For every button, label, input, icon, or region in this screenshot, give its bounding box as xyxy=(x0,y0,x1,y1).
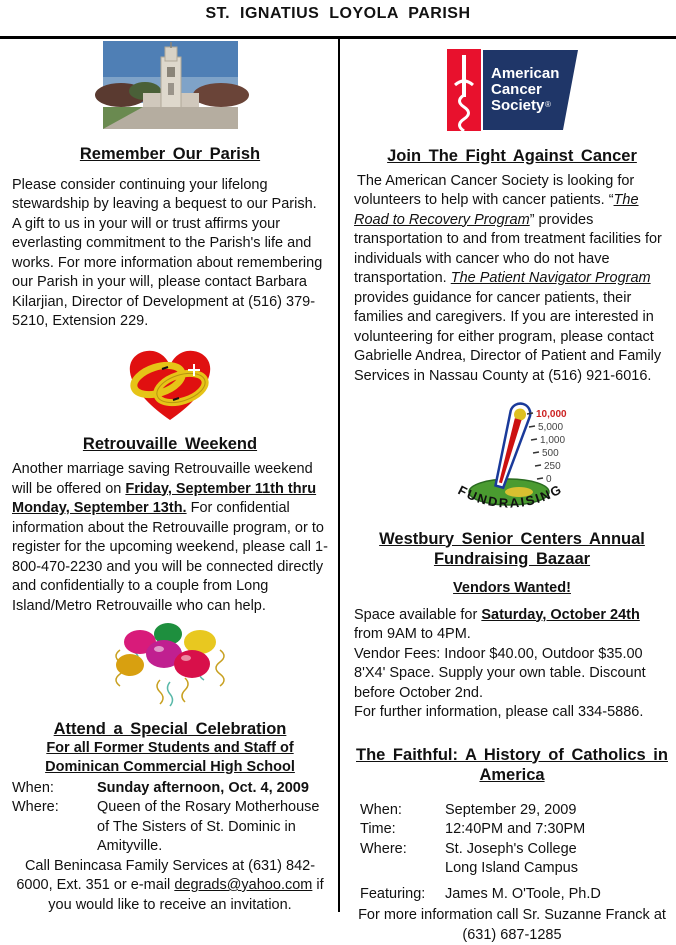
faithful-when-value: September 29, 2009 xyxy=(445,801,577,818)
balloons-icon xyxy=(100,620,240,708)
contact-text-2: if you would like to receive an invitation. xyxy=(48,877,324,913)
when-value: Sunday afternoon, Oct. 4, 2009 xyxy=(97,779,309,796)
celebration-subheading: For all Former Students and Staff of Dominican Commercial High School xyxy=(45,739,295,775)
remember-parish-heading: Remember Our Parish xyxy=(79,144,261,163)
thermometer-label-5000: 5,000 xyxy=(538,422,564,433)
thermometer-label-0: 0 xyxy=(546,474,552,485)
celebration-details xyxy=(12,779,328,857)
fundraising-arc-text: FUNDRAISING xyxy=(455,480,566,511)
celebration-heading: Attend a Special Celebration xyxy=(53,719,287,738)
remember-parish-paragraph: Please consider continuing your lifelong stewardship by leaving a bequest to our Parish. A gift to us in your will or trust affirms your everlasting commitment to the Parish's life and works. For more information about remembering our Parish in your will, please contact Barbara Kilarjian, Director of Development at (516) 379-5210, Extension 229. xyxy=(12,176,323,329)
acs-logo-line1: American xyxy=(490,65,559,82)
faithful-time-row xyxy=(360,820,670,840)
faithful-featuring-value: James M. O'Toole, Ph.D xyxy=(445,885,601,902)
faithful-footer: For more information call Sr. Suzanne Franck at (631) 687-1285 xyxy=(358,907,666,943)
faithful-where-row-2 xyxy=(360,859,670,879)
faithful-where-label-2 xyxy=(360,859,445,879)
bazaar-paragraph-2: Vendor Fees: Indoor $40.00, Outdoor $35.00 8'X4' Space. Supply your own table. Discount before October 2nd. xyxy=(354,645,646,701)
celebration-contact xyxy=(12,857,328,916)
contact-text-1: Call Benincasa Family Services at (631) 842-6000, Ext. 351 or e-mail xyxy=(16,857,316,893)
faithful-heading: The Faithful: A History of Catholics in America xyxy=(356,745,668,784)
bazaar-date: Saturday, October 24th xyxy=(481,606,640,623)
retrouvaille-heading: Retrouvaille Weekend xyxy=(82,435,258,453)
cancer-heading: Join The Fight Against Cancer xyxy=(387,146,637,165)
balloons-image xyxy=(12,620,328,715)
when-label: When: xyxy=(12,779,54,796)
acs-logo-line3: Society xyxy=(490,97,544,114)
faithful-when-row xyxy=(360,801,670,821)
parish-title: ST. IGNATIUS LOYOLA PARISH xyxy=(205,5,471,22)
american-cancer-society-logo xyxy=(354,47,670,140)
left-column xyxy=(0,39,338,912)
vendors-wanted-subheading: Vendors Wanted! xyxy=(453,579,571,596)
acs-logo-reg: ® xyxy=(544,100,551,109)
thermometer-label-10000: 10,000 xyxy=(536,409,567,420)
wedding-rings-heart-image xyxy=(12,342,328,433)
faithful-when-label: When: xyxy=(360,801,402,818)
patient-navigator-program: The Patient Navigator Program xyxy=(450,270,651,286)
thermometer-icon xyxy=(447,398,577,518)
retrouvaille-paragraph xyxy=(12,460,328,616)
faithful-where-label: Where: xyxy=(360,840,407,857)
church-image xyxy=(103,41,238,129)
retrouvaille-text-1: Another marriage saving Retrouvaille weekend will be offered on xyxy=(12,461,313,497)
bazaar-heading: Westbury Senior Centers Annual Fundraising Bazaar xyxy=(379,529,645,568)
faithful-featuring-row xyxy=(360,885,670,905)
faithful-time-label: Time: xyxy=(360,821,396,837)
cancer-text-1: The American Cancer Society is looking for volunteers to help with cancer patients. “ xyxy=(354,172,635,208)
bulletin-columns xyxy=(0,39,676,943)
thermometer-label-250: 250 xyxy=(544,461,561,472)
acs-logo-line2: Cancer xyxy=(490,81,542,98)
cancer-text-3: provides guidance for cancer patients, their families and caregivers. If you are interested in volunteering for either program, please contact Gabrielle Andrea, Director of Patient and Family Services in Nassau County at (516) 921-6016. xyxy=(354,289,662,384)
faithful-featuring-label: Featuring: xyxy=(360,885,426,902)
where-value: Queen of the Rosary Motherhouse of The Sisters of St. Dominic in Amityville. xyxy=(97,799,320,854)
faithful-time-value: 12:40PM and 7:30PM xyxy=(445,821,586,837)
right-column xyxy=(338,39,676,943)
bazaar-paragraph-3: For further information, please call 334-5886. xyxy=(354,704,644,720)
fundraising-thermometer-image xyxy=(354,398,670,525)
cancer-text-2: ” provides transportation to and from treatment facilities for individuals with cancer who do not have transportation. xyxy=(354,211,662,286)
thermometer-label-1000: 1,000 xyxy=(540,435,566,446)
church-photo xyxy=(12,41,328,136)
celebration-when-row xyxy=(12,779,328,799)
retrouvaille-dates: Friday, September 11th thru Monday, September 13th. xyxy=(12,480,317,516)
cancer-paragraph xyxy=(354,172,670,387)
heart-rings-icon xyxy=(118,342,223,426)
where-label: Where: xyxy=(12,799,59,815)
bazaar-text-2: from 9AM to 4PM. xyxy=(354,626,471,642)
faithful-where-value: St. Joseph's College xyxy=(445,840,577,857)
faithful-where-row xyxy=(360,840,670,860)
celebration-where-row xyxy=(12,798,328,857)
road-to-recovery-program: The Road to Recovery Program xyxy=(354,192,639,228)
faithful-where-value-2: Long Island Campus xyxy=(445,860,578,876)
retrouvaille-text-2: For confidential information about the Retrouvaille program, or to register for the upcoming weekend, please call 1-800-470-2230 and you will be connected directly and confidentially to a couple from Long Island/Metro Retrouvaille who can help. xyxy=(12,500,328,614)
email-link[interactable]: degrads@yahoo.com xyxy=(174,877,313,893)
faithful-details xyxy=(354,801,670,905)
thermometer-label-500: 500 xyxy=(542,448,559,459)
acs-logo-icon xyxy=(445,47,580,133)
bazaar-text-1: Space available for xyxy=(354,606,482,623)
bazaar-paragraph-1 xyxy=(354,606,670,645)
